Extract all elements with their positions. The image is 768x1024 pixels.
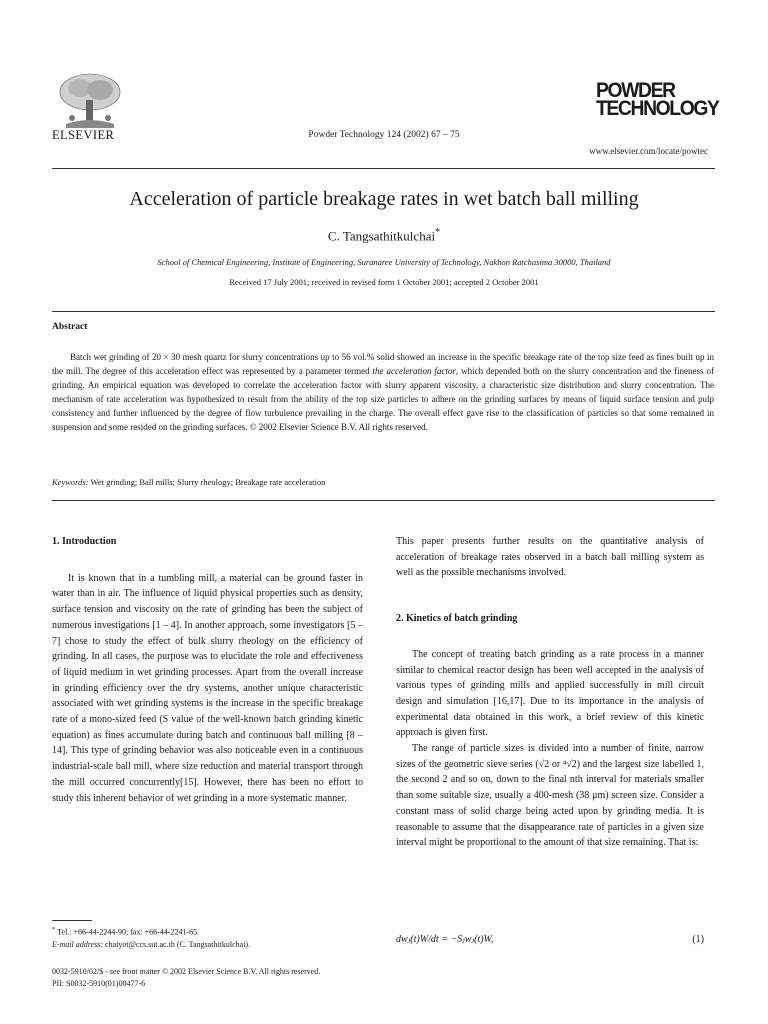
keywords-label: Keywords: (52, 477, 89, 487)
footnote-email-label: E-mail address: (52, 939, 104, 949)
pii-line: PII: S0032-5910(01)00477-6 (52, 979, 146, 988)
equation-number: (1) (692, 934, 704, 945)
footnote-contact: Tel.: +66-44-2244-90; fax: +66-44-2241-65. (55, 927, 200, 937)
section-1-heading: 1. Introduction (52, 536, 117, 547)
abstract-text-part-1: Batch wet grinding of 20 × 30 mesh quartz for slurry concentrations up to 56 vol.% solid showed an increase in the specific breakage rate of the top size feed as fines built up in the mill. The degree of this acceleration effect was represented by a parameter termed (52, 352, 714, 377)
abstract-heading: Abstract (52, 322, 88, 332)
bottom-info (52, 966, 320, 990)
keywords (52, 477, 325, 487)
abstract-text-part-2: , which depended both on the slurry concentration and the fineness of grinding. An empirical equation was developed to correlate the acceleration factor with slurry apparent viscosity, a characteristic size distribution and slurry concentration. The mechanism of rate acceleration was hypothesized to result from the ability of the top size particles to adhere on the grinding surfaces by means of liquid surface tension and pulp consistency and further influenced by the degree of flow turbulence prevailing in the charge. The overall effect gave rise to the classification of particles so that some remained in suspension and some resided on the grinding surfaces. © 2002 Elsevier Science B.V. All rights reserved. (52, 366, 714, 433)
article-title: Acceleration of particle breakage rates in wet batch ball milling (129, 188, 639, 210)
kinetics-paragraph-1: The concept of treating batch grinding as a rate process in a manner similar to chemical reactor design has been well accepted in the analysis of various types of grinding mills and applied successfully in mill circuit design and simulation [16,17]. Due to its importance in the analysis of experimental data obtained in this work, a brief review of this kinetic approach is given first. (396, 648, 704, 739)
journal-logo (596, 79, 719, 120)
abstract-bottom-divider (52, 500, 715, 501)
intro-paragraph: It is known that in a tumbling mill, a material can be ground faster in water than in air. The influence of liquid physical properties such as density, surface tension and viscosity on the rate of grinding has been the subject of numerous investigations [1 – 4]. In another approach, some investigators [5 – 7] chose to study the effect of bulk slurry rheology on the efficiency of grinding. In all cases, the purpose was to elucidate the role and effectiveness of liquid medium in wet grinding processes. Apart from the overall increase in grinding efficiency over the dry systems, another unique characteristic associated with wet grinding systems is the increase in the specific breakage rate of a mono-sized feed (S value of the well-known batch grinding kinetic equation) as fines accumulate during batch and continuous ball milling [8 – 14]. This type of grinding behavior was also noticeable even in a continuous industrial-scale ball mill, where size reduction and material transport through the mill occurred concurrently[15]. However, there has been no effort to study this inherent behavior of wet grinding in a more systematic manner. (52, 572, 363, 804)
abstract-top-divider (52, 311, 715, 312)
equation-1 (396, 934, 704, 945)
right-column (396, 534, 704, 851)
section-2-heading: 2. Kinetics of batch grinding (396, 613, 518, 625)
equation-expression: dwⱼ(t)W/dt = −Sⱼwⱼ(t)W, (396, 934, 494, 945)
author-line (0, 227, 768, 244)
abstract-term: the acceleration factor (372, 366, 456, 377)
author-name: C. Tangsathitkulchai (327, 228, 436, 244)
footnote-mark: * (52, 926, 56, 933)
journal-logo-line-1: POWDER (596, 79, 675, 102)
issn-line: 0032-5910/02/$ - see front matter © 2002 Elsevier Science B.V. All rights reserved. (52, 967, 321, 976)
author-affiliation: School of Chemical Engineering, Institute of Engineering, Suranaree University of Technology, Nakhon Ratchasima 30000, Thailand (157, 257, 611, 267)
elsevier-tree-logo-icon (52, 70, 128, 130)
header-divider (52, 168, 715, 169)
journal-logo-line-2: TECHNOLOGY (596, 97, 719, 120)
footnote-divider (52, 920, 92, 921)
publisher-name: ELSEVIER (52, 128, 115, 142)
footnote-email[interactable]: chaiyot@ccs.sut.ac.th (C. Tangsathitkulchai). (103, 939, 251, 949)
journal-reference: Powder Technology 124 (2002) 67 – 75 (308, 130, 460, 140)
keywords-text: Wet grinding; Ball mills; Slurry rheology; Breakage rate acceleration (88, 477, 326, 487)
intro-continuation-paragraph: This paper presents further results on the quantitative analysis of acceleration of breakage rates observed in a batch ball milling system as well as the possible mechanisms involved. (396, 536, 704, 579)
author-footnote-mark[interactable]: * (435, 227, 441, 238)
abstract-body (52, 350, 714, 435)
journal-url[interactable]: www.elsevier.com/locate/powtec (589, 146, 708, 156)
received-dates: Received 17 July 2001; received in revised form 1 October 2001; accepted 2 October 2001 (229, 277, 539, 287)
kinetics-paragraph-2: The range of particle sizes is divided into a number of finite, narrow sizes of the geometric sieve series (√2 or ⁴√2) and the largest size labelled 1, the second 2 and so on, down to the final nth interval for materials smaller than some suitable size, usually a 400-mesh (38 μm) screen size. Consider a constant mass of solid charge being acted upon by grinding media. It is reasonable to assume that the disappearance rate of particles in a given size interval might be proportional to the amount of that size remaining. That is: (396, 743, 704, 849)
left-column (52, 534, 363, 806)
author-footnote (52, 924, 372, 951)
